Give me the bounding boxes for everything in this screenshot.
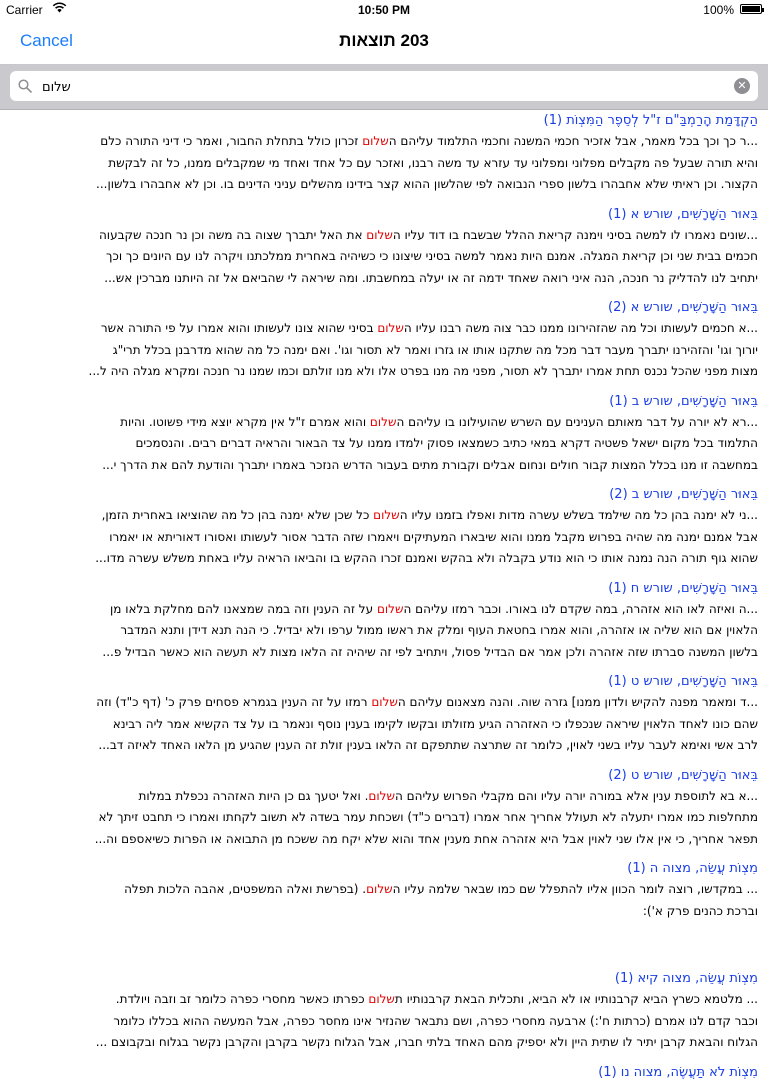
search-results-list	[0, 110, 768, 1083]
navigation-bar	[0, 20, 768, 65]
snippet-line: הקצור. וכן ראיתי שלא אחבהרו בלשון ספרי הנבואה לפי שהלשון ההוא קצר בידינו מהשלים עניני הדינים בו. וכן לא אחבהרו בלשון...	[96, 177, 758, 191]
search-input[interactable]	[40, 74, 726, 100]
result-snippet	[10, 131, 758, 196]
highlighted-term: שלום	[369, 414, 397, 429]
snippet-line: יורוך וגו' והזהירנו יתברך מעבר דבר מכל מה שתקנו אותו או גזרו ואמר לא תסור וגו'. ואם ימנה כל מה שהוא מדרבנן בכלל תרי"ג	[112, 342, 758, 357]
result-heading-link[interactable]: בֵּאוּר הַשָּׁרָשִׁים, שורש א (1)	[608, 206, 758, 222]
search-bar	[0, 65, 768, 110]
snippet-line: בלשון המשנה סברתו שזה אזהרה ולכן אמר אם הבדיל פסול, ויתחיב לפי זה שיהיה זה הלאו מצות לא תעשה הוא כאשר הבדיל פ...	[102, 644, 758, 659]
snippet-line: התלמוד בכל מקום ישאל פשטיה דקרא במאי כתיב כשמצאו פסוק ילמדו ממנו על צד הבאור והראיה דברים רבים. והנסמכים	[135, 436, 758, 450]
result-snippet	[10, 989, 758, 1054]
page-title: 203 תוצאות	[339, 31, 429, 50]
search-result-item[interactable]	[10, 204, 758, 290]
result-heading-link[interactable]: בֵּאוּר הַשָּׁרָשִׁים, שורש ט (2)	[608, 767, 758, 783]
snippet-line: לרב אשי ואימא לעבר עליו בשני לאוין, כלומר זה שתרצה שתתפקם זה הלאו בענין זולת זה הענין שהגיע מן הלאו האחד לאיזה דב...	[98, 738, 758, 752]
highlighted-term: שלום	[366, 882, 393, 896]
result-heading-link[interactable]: הַקְדָּמַת הָרַמְבַּ"ם ז"ל לְסֵפֶר הַמִּצְוֹת (1)	[543, 113, 758, 128]
snippet-line: וברכת כהנים פרק א'):	[642, 903, 758, 918]
result-heading-link[interactable]: בֵּאוּר הַשָּׁרָשִׁים, שורש א (2)	[608, 300, 758, 315]
search-result-item[interactable]	[10, 858, 758, 922]
highlighted-term: שלום	[377, 321, 404, 335]
search-result-item[interactable]	[10, 110, 758, 196]
highlighted-term: שלום	[373, 508, 400, 522]
result-snippet	[10, 505, 758, 570]
snippet-line: והיא תורה שבעל פה מקבלים מפלוני ומפלוני עד עזרא עד משה רבנו, ואזכר עם כל אחד ואחד מי שמקבלים ממנו, כל זה לבקשת	[108, 155, 758, 170]
snippet-line: מתחלפות כמו אמרו יתעלה לא תעולל אחריך אחר אמרו (דברים כ"ד) ושכחת עמר בשדה לא תשוב לקחתו ואמרו כי תחבט זיתך לא	[98, 810, 758, 824]
search-result-item[interactable]	[10, 391, 758, 477]
snippet-line: ... במקדשו, רוצה לומר הכוון אליו להתפלל שם כמו שבאר שלמה עליו השלום. (בפרשת ואלה המשפטים, אהבה הלכות תפלה	[124, 882, 758, 896]
result-heading-link[interactable]: בֵּאוּר הַשָּׁרָשִׁים, שורש ח (1)	[608, 580, 758, 596]
search-result-item[interactable]	[10, 671, 758, 757]
snippet-line: מצות מפני שהכל נכנס תחת אמרו יתברך לא תסור, מפני מה מנו בפרט אלו ולא מנו זולתם וכמו שמנו נר חנכה ומקרא מגלה היה ל...	[88, 364, 758, 378]
snippet-line: יתחיב לנו להדליק נר חנכה, הנה איני רואה שאחד ידמה זה או יעלה במחשבתו. ומה שיראה לי שהביאם אל זה היותנו מברכין אש...	[104, 270, 758, 285]
result-heading-link[interactable]: בֵּאוּר הַשָּׁרָשִׁים, שורש ב (1)	[609, 393, 758, 409]
snippet-line: אבל אמנם ימנה מה שהיה בפרוש מקבל ממנו והוא שיבארו המעתיקים ויאמרו שזה הדבר אסור לעשותו ואסורו דאוריתא או יאמרו	[109, 529, 758, 544]
result-heading-link[interactable]: מִצְוֹת עֲשֵׂה, מצוה קיא (1)	[614, 971, 758, 986]
highlighted-term: שלום	[368, 992, 395, 1006]
battery-icon	[740, 4, 762, 14]
search-field-container	[10, 71, 758, 101]
search-result-item[interactable]	[10, 765, 758, 851]
snippet-line: במחשבה זו מנו בכלל המצות קבור חולים ונחום אבלים וקבורת מתים בעבור הדרש הנזכר באמרו יתברך והודעת להם את הדרך י...	[102, 457, 758, 472]
snippet-line: ...רא לא יורה על דבר מאותם הענינים עם השרש שהועילונו בו עליהם השלום והוא אמרם ז"ל אין מקרא יוצא מידי פשוטו. והיות	[120, 414, 758, 429]
result-heading-link[interactable]: בֵּאוּר הַשָּׁרָשִׁים, שורש ט (1)	[608, 674, 758, 689]
clear-search-icon[interactable]: ✕	[734, 78, 750, 94]
snippet-line: ... מלטמא כשרץ הביא קרבנותיו או לא הביא, ותכלית הבאת קרבנותיו תשלום כפרתו כאשר מחסרי כפרה כלומר זב וזבה ויולדת.	[115, 992, 758, 1006]
result-heading-link[interactable]: מִצְוֹת לֹא תַּעֲשֶׂה, מצוה נו (1)	[598, 1064, 758, 1080]
snippet-line: תפאר אחריך, כי אין אלו שני לאוין אבל היא אזהרה אחת מענין אחד והוא שלא יקח מה ששכח מן התבואה או הפרות כשיאספם וה...	[94, 831, 758, 846]
snippet-line: ...א חכמים לעשותו וכל מה שהזהירונו ממנו כבר צוה משה רבנו עליו השלום בסיני שהוא צונו לעשותו והוא אמרו על פי התורה אשר	[100, 321, 758, 335]
snippet-line: חכמים בבית שני וכן קריאת המגלה. אמנם היות נאמר למשה בסיני שיצונו כי כשיהיה באחרית ממלכתנו ויקרה לנו עם היונים כך וכך	[106, 249, 758, 263]
highlighted-term: שלום	[366, 227, 393, 242]
result-snippet	[10, 692, 758, 757]
snippet-line: שהוא גוף תורה הנה נמנה אותו כי הוא נודע בקבלה ולא בהקש ואמנם זכרו ההקש בו והביאו הראיה עליו באחת משלש עשרה מדו...	[95, 551, 758, 565]
status-bar	[0, 0, 768, 20]
snippet-line: ...א בא לתוספת ענין אלא במורה יורה עליו והם מקבלי הפרוש עליהם השלום. ואל יטעך גם כן היות האזהרה נכפלת במלות	[138, 788, 758, 803]
highlighted-term: שלום	[362, 134, 389, 148]
highlighted-term: שלום	[376, 601, 404, 616]
snippet-line: ...ר כך וכך בכל מאמר, אבל אזכיר חכמי המשנה וחכמי התלמוד עליהם השלום זכרון כולל בתחלת החבור, ואמר כי דיני התורה כלם	[100, 134, 758, 148]
result-snippet	[10, 599, 758, 664]
search-result-item[interactable]	[10, 297, 758, 383]
highlighted-term: שלום	[371, 695, 398, 709]
snippet-line: ...ה ואיזה לאו הוא אזהרה, במה שקדם לנו באורו. וכבר רמזו עליהם השלום על זה הענין וזה במה שמצאנו להם מחלקת בלאו מן	[110, 601, 758, 616]
battery-percent: 100%	[703, 3, 734, 17]
clock: 10:50 PM	[357, 3, 411, 17]
search-result-item[interactable]	[10, 484, 758, 570]
result-snippet	[10, 786, 758, 851]
snippet-line: ...ד ומאמר מפנה להקיש ולדון ממנו] גזרה שוה. והנה מצאנום עליהם השלום רמזו על זה הענין בגמרא פסחים פרק כ' (דף כ"ד) וזה	[96, 695, 758, 709]
result-snippet	[10, 412, 758, 477]
cancel-button[interactable]: Cancel	[20, 31, 73, 50]
search-result-item[interactable]	[10, 1062, 758, 1083]
snippet-line: הלאוין אם הוא שליה או אזהרה, והוא אמרו בחטאת העוף ומלק את ראשו ממול ערפו ולא יבדיל. כי הנה תנא דידן ותנא המדבר	[120, 623, 758, 637]
highlighted-term: שלום	[368, 788, 395, 803]
result-snippet	[10, 879, 758, 922]
result-heading-link[interactable]: מִצְוֹת עֲשֵׂה, מצוה ה (1)	[627, 861, 758, 876]
snippet-line: וכבר קדם לנו אמרם (כרתות ח':) ארבעה מחסרי כפרה, ושם נתבאר שהנזיר אינו מחסר כפרה, אבל המעשה ההוא בכללו כלומר	[113, 1013, 758, 1028]
snippet-line: הגלוח והבאת קרבן יתיר לו שתית היין ולא יספיק מהם האחד בלתי חברו, אבל הגלוח נקשר בקרבן והקרבן נקשר בגלוח ובקבוצם ...	[95, 1035, 758, 1049]
snippet-line: ...שונים נאמרו לו למשה בסיני וימנה קריאת ההלל שבשבח בו דוד עליו השלום את האל יתברך שצוה בה משה וכן נר חנכה שקבעוה	[98, 227, 758, 242]
search-icon	[18, 78, 34, 94]
result-snippet	[10, 318, 758, 383]
search-result-item[interactable]	[10, 968, 758, 1054]
result-heading-link[interactable]: בֵּאוּר הַשָּׁרָשִׁים, שורש ב (2)	[609, 487, 758, 502]
result-snippet	[10, 225, 758, 290]
search-result-item[interactable]	[10, 578, 758, 664]
carrier-label: Carrier	[6, 3, 43, 17]
snippet-line: ...ני לא ימנה בהן כל מה שילמד בשלש עשרה מדות ואפלו בזמנו עליו השלום כל שכן שלא ימנה בהן כל מה שהוציאו באחרית הזמן,	[101, 508, 758, 522]
snippet-line: שהם כונו לאחד הלאוין שיראה שנכפלו כי האזהרה הגיע מזולתו ובקשו לקימו בענין נוסף ונאמר בו על צד הקשיא אמר ליה רבינא	[112, 716, 758, 731]
